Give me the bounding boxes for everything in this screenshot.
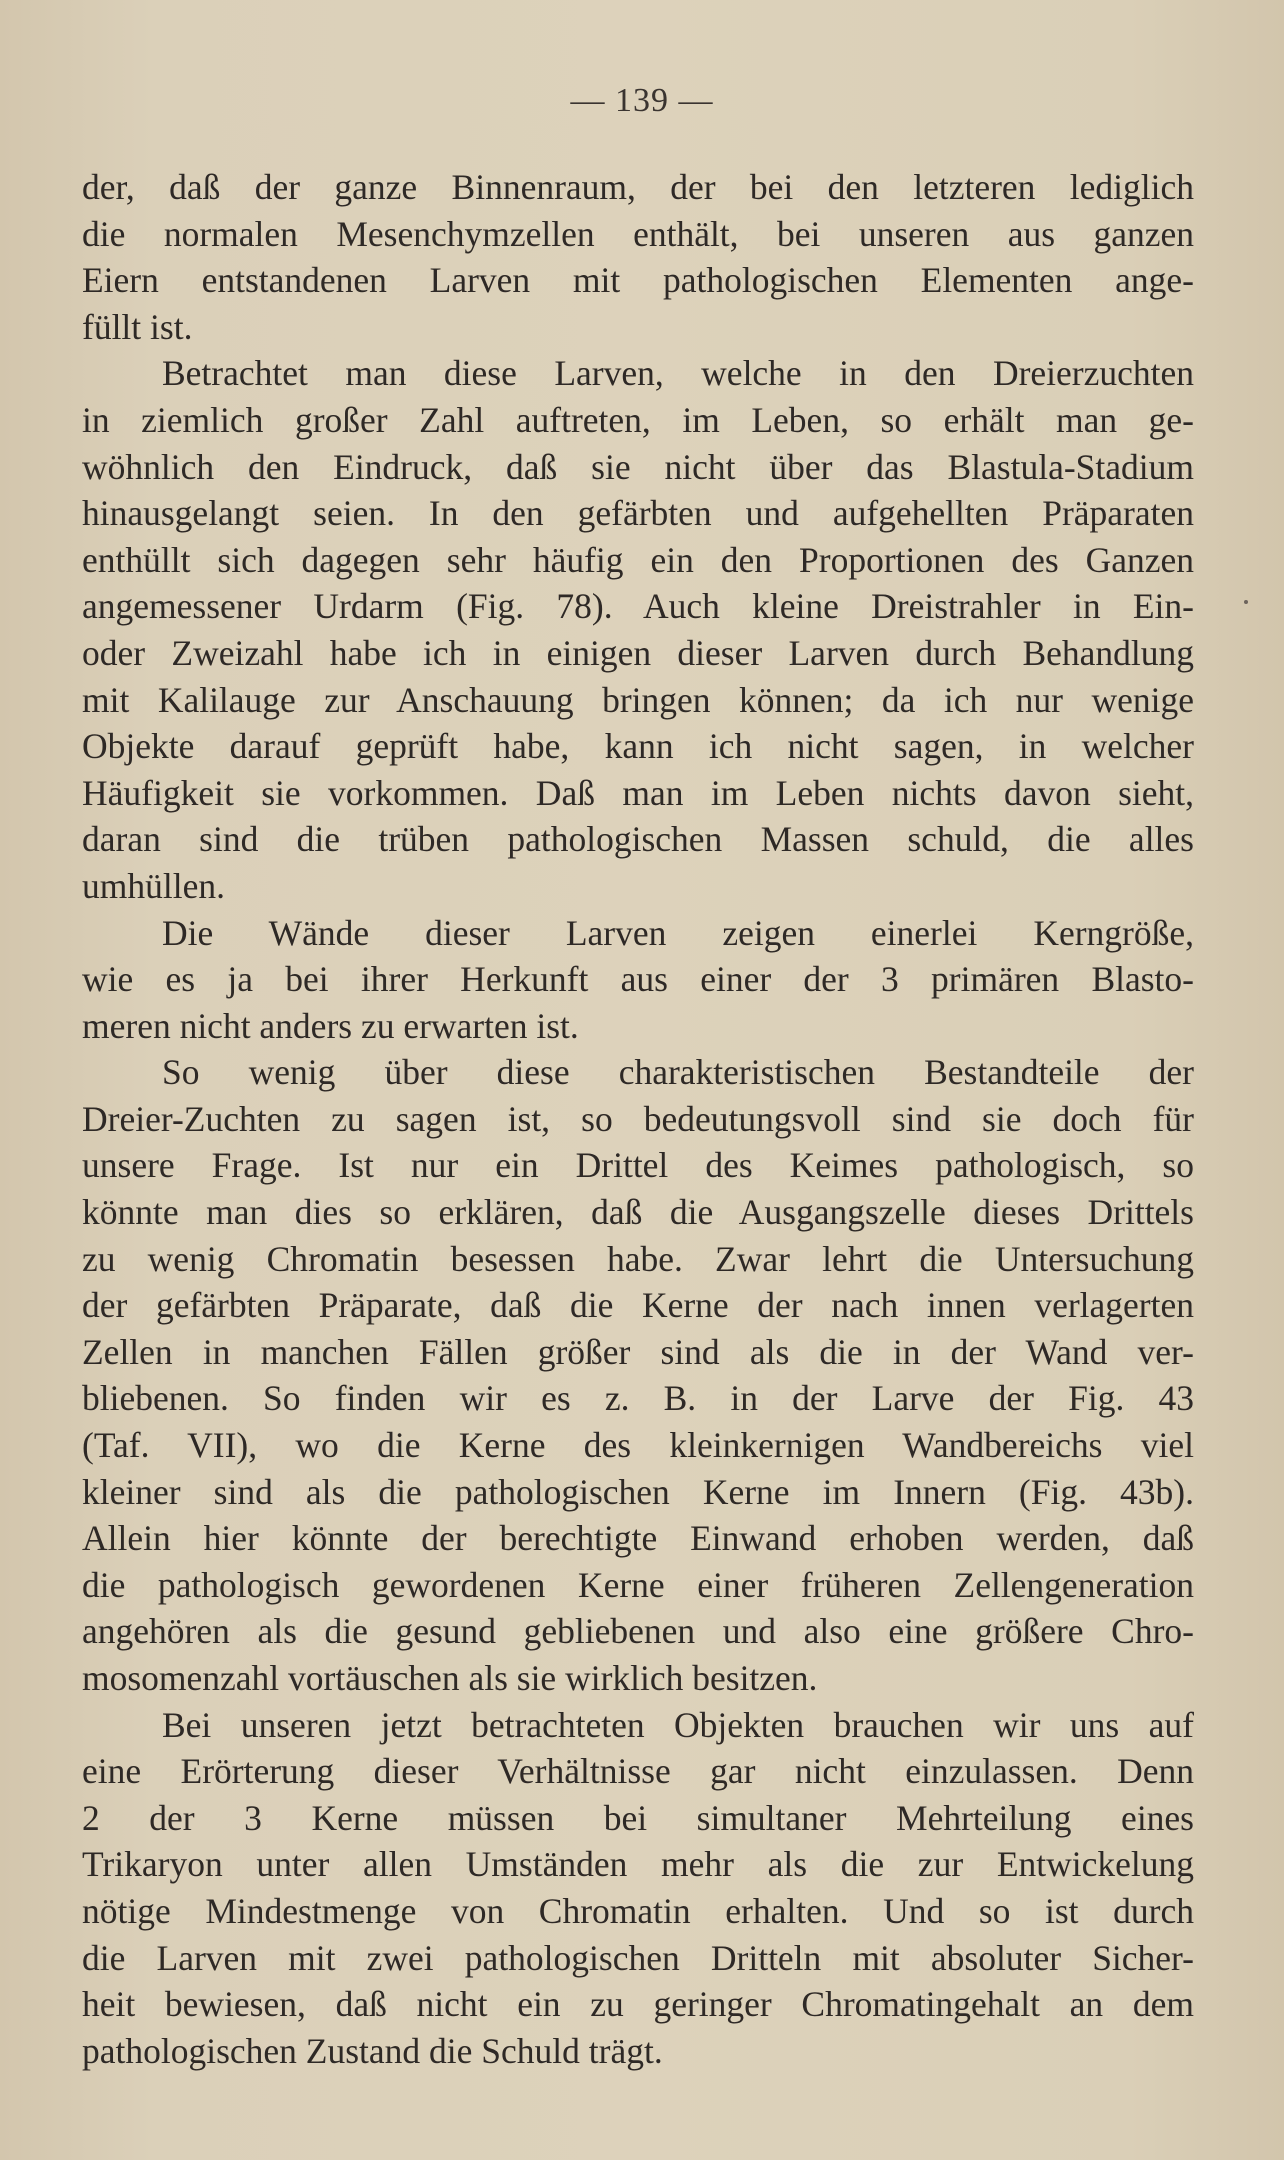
text-line: bliebenen. So finden wir es z. B. in der Larve der Fig. 43 — [82, 1378, 1194, 1419]
text-line: Eiern entstandenen Larven mit pathologischen Elementen ange- — [82, 260, 1194, 301]
text-line: angemessener Urdarm (Fig. 78). Auch kleine Dreistrahler in Ein- — [82, 586, 1194, 627]
text-line: Zellen in manchen Fällen größer sind als die in der Wand ver- — [82, 1331, 1194, 1372]
text-line: wie es ja bei ihrer Herkunft aus einer der 3 primären Blasto- — [82, 959, 1194, 1000]
text-line: die normalen Mesenchymzellen enthält, bei unseren aus ganzen — [82, 213, 1194, 254]
text-line: Die Wände dieser Larven zeigen einerlei Kerngröße, — [162, 912, 1194, 953]
text-line: mit Kalilauge zur Anschauung bringen können; da ich nur wenige — [82, 679, 1194, 720]
text-line: kleiner sind als die pathologischen Kerne im Innern (Fig. 43b). — [82, 1471, 1194, 1512]
text-line: die Larven mit zwei pathologischen Dritteln mit absoluter Sicher- — [82, 1937, 1194, 1978]
text-line: könnte man dies so erklären, daß die Ausgangszelle dieses Drittels — [82, 1192, 1194, 1233]
text-line: oder Zweizahl habe ich in einigen dieser Larven durch Behandlung — [82, 632, 1194, 673]
body-text — [82, 164, 1194, 2074]
page-number: — 139 — — [570, 82, 714, 119]
text-line: mosomenzahl vortäuschen als sie wirklich besitzen. — [82, 1658, 818, 1698]
text-line: So wenig über diese charakteristischen Bestandteile der — [162, 1052, 1194, 1093]
text-line: daran sind die trüben pathologischen Massen schuld, die alles — [82, 819, 1194, 860]
text-line: eine Erörterung dieser Verhältnisse gar nicht einzulassen. Denn — [82, 1751, 1194, 1792]
text-line: Objekte darauf geprüft habe, kann ich nicht sagen, in welcher — [82, 726, 1194, 767]
text-line: angehören als die gesund gebliebenen und also eine größere Chro- — [82, 1611, 1194, 1652]
text-line: Betrachtet man diese Larven, welche in den Dreierzuchten — [162, 353, 1194, 394]
text-line: der, daß der ganze Binnenraum, der bei den letzteren lediglich — [82, 167, 1194, 207]
text-line: 2 der 3 Kerne müssen bei simultaner Mehrteilung eines — [82, 1797, 1194, 1838]
text-line: umhüllen. — [82, 865, 225, 906]
text-line: wöhnlich den Eindruck, daß sie nicht über das Blastula-Stadium — [82, 446, 1194, 487]
margin-mark — [1244, 600, 1248, 604]
text-line: meren nicht anders zu erwarten ist. — [82, 1005, 579, 1046]
text-line: die pathologisch gewordenen Kerne einer früheren Zellengeneration — [82, 1564, 1194, 1605]
text-line: Allein hier könnte der berechtigte Einwand erhoben werden, daß — [82, 1518, 1194, 1559]
text-line: unsere Frage. Ist nur ein Drittel des Keimes pathologisch, so — [82, 1145, 1194, 1186]
text-line: nötige Mindestmenge von Chromatin erhalten. Und so ist durch — [82, 1890, 1194, 1931]
text-line: enthüllt sich dagegen sehr häufig ein den Proportionen des Ganzen — [82, 539, 1194, 580]
text-line: Dreier-Zuchten zu sagen ist, so bedeutungsvoll sind sie doch für — [82, 1098, 1194, 1139]
text-line: füllt ist. — [82, 306, 193, 347]
text-line: heit bewiesen, daß nicht ein zu geringer Chromatingehalt an dem — [82, 1984, 1194, 2025]
text-line: Trikaryon unter allen Umständen mehr als die zur Entwickelung — [82, 1844, 1194, 1885]
text-line: in ziemlich großer Zahl auftreten, im Leben, so erhält man ge- — [82, 399, 1194, 440]
text-line: Bei unseren jetzt betrachteten Objekten brauchen wir uns auf — [162, 1704, 1194, 1745]
text-line: Häufigkeit sie vorkommen. Daß man im Leben nichts davon sieht, — [82, 772, 1194, 813]
text-line: pathologischen Zustand die Schuld trägt. — [82, 2030, 663, 2071]
text-line: zu wenig Chromatin besessen habe. Zwar lehrt die Untersuchung — [82, 1238, 1194, 1279]
text-line: hinausgelangt seien. In den gefärbten und aufgehellten Präparaten — [82, 493, 1194, 534]
text-line: (Taf. VII), wo die Kerne des kleinkernigen Wandbereichs viel — [82, 1425, 1194, 1466]
text-line: der gefärbten Präparate, daß die Kerne der nach innen verlagerten — [82, 1285, 1194, 1326]
